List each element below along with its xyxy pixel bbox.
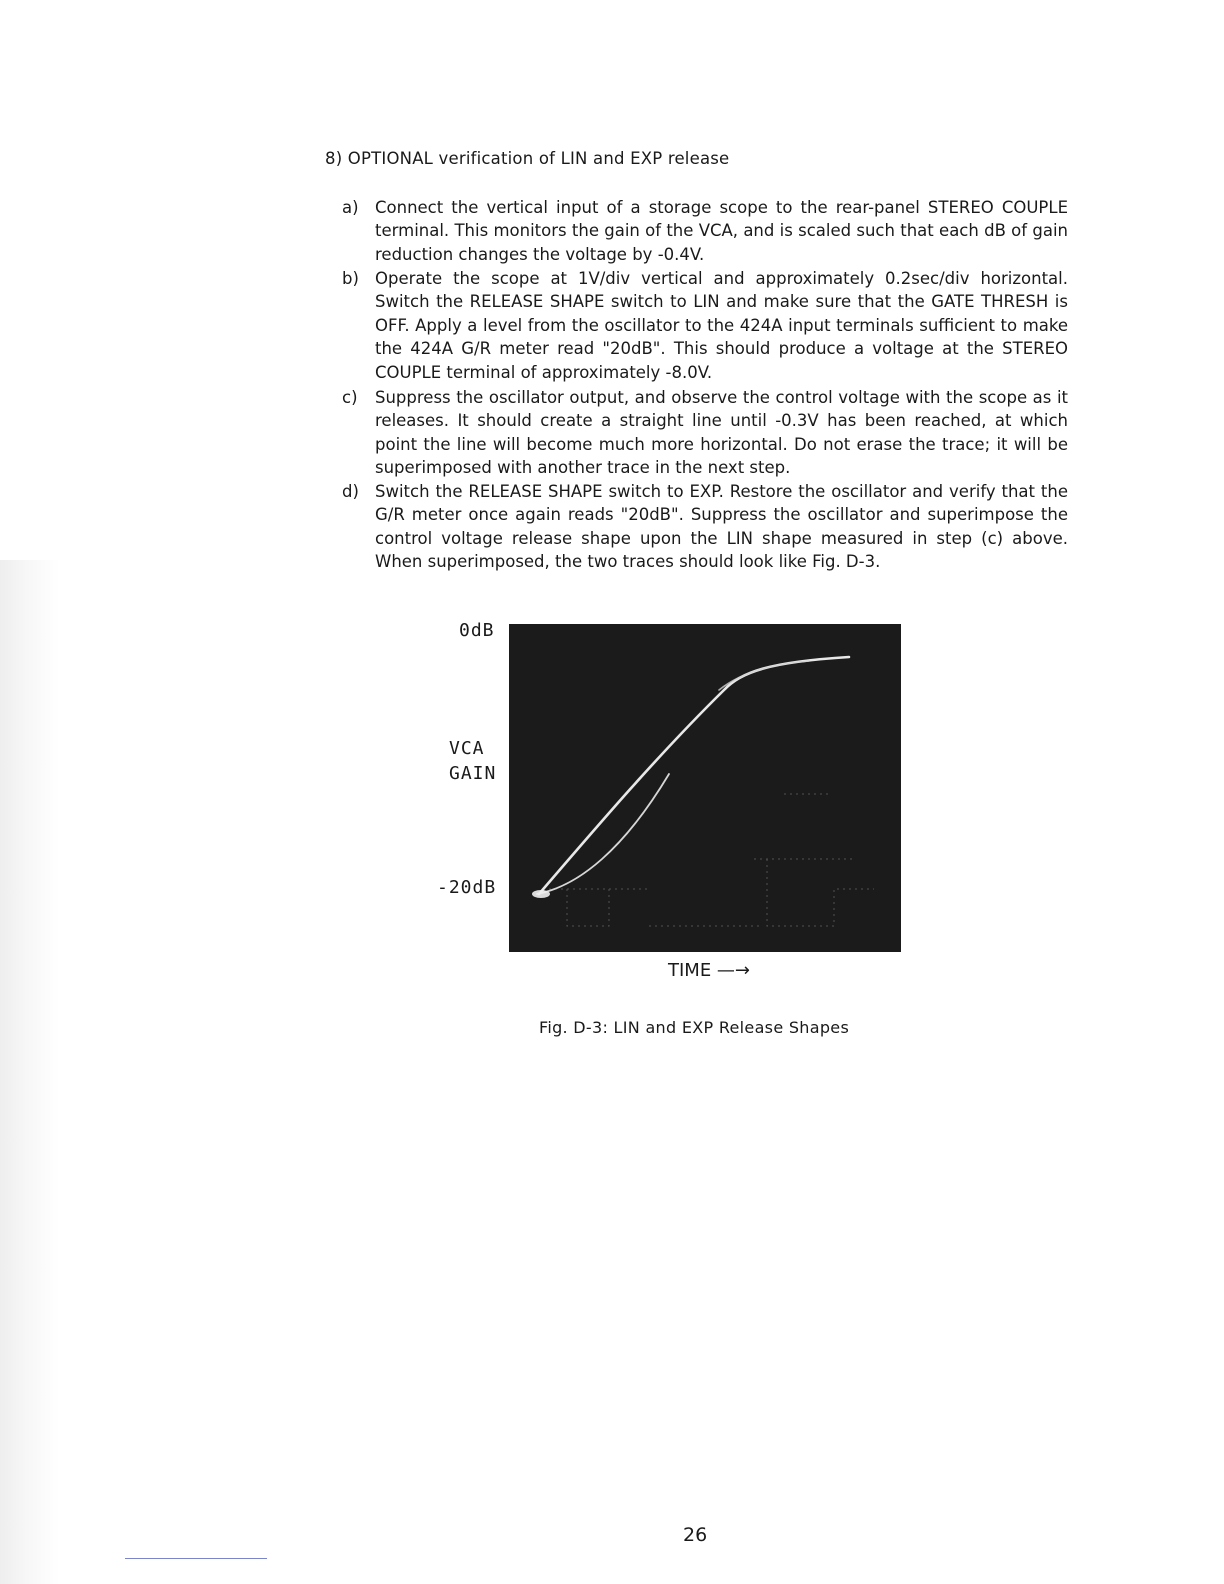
step-a [342, 196, 1068, 266]
step-marker: b) [342, 269, 359, 288]
section-heading: 8) OPTIONAL verification of LIN and EXP release [325, 149, 730, 168]
figure-caption: Fig. D-3: LIN and EXP Release Shapes [539, 1018, 850, 1037]
page-number: 26 [683, 1524, 708, 1546]
step-marker: d) [342, 482, 359, 501]
trace-origin-glow [532, 890, 550, 898]
exp-trace [537, 774, 669, 894]
step-b [342, 267, 1068, 384]
step-marker: a) [342, 198, 359, 217]
step-text: Suppress the oscillator output, and observe the control voltage with the scope as it releases. It should create a straight line until -0.3V has been reached, at which point the line will become much more horizontal. Do not erase the trace; it will be superimposed with another trace in the next step. [375, 388, 1068, 478]
artefact-box-right [767, 859, 874, 926]
y-top-label: 0dB [459, 620, 495, 641]
step-text: Operate the scope at 1V/div vertical and approximately 0.2sec/div horizontal. Switch the RELEASE SHAPE switch to LIN and make sure that the GATE THRESH is OFF. Apply a level from the oscillator to the 424A input terminals sufficient to make the 424A G/R meter read "20dB". This should produce a voltage at the STEREO COUPLE terminal of approximately -8.0V. [375, 269, 1068, 382]
x-axis-label: TIME —→ [668, 960, 751, 981]
y-axis-label-vca: VCA [449, 738, 485, 759]
lin-trace [539, 657, 849, 894]
artefact-box-left [567, 889, 609, 926]
step-marker: c) [342, 388, 358, 407]
y-bottom-label: -20dB [437, 877, 497, 898]
step-c [342, 386, 1068, 480]
scope-screen [509, 624, 901, 952]
scan-edge-shadow [0, 560, 60, 1584]
exp-trace-upper [719, 661, 809, 690]
step-text: Connect the vertical input of a storage scope to the rear-panel STEREO COUPLE terminal. This monitors the gain of the VCA, and is scaled such that each dB of gain reduction changes the voltage by -0.4V. [375, 198, 1068, 264]
step-text: Switch the RELEASE SHAPE switch to EXP. Restore the oscillator and verify that the G/R meter once again reads "20dB". Suppress the oscillator and superimpose the control voltage release shape upon the LIN shape measured in step (c) above. When superimposed, the two traces should look like Fig. D-3. [375, 482, 1068, 572]
graticule-artefacts [549, 794, 874, 926]
y-axis-label-gain: GAIN [449, 763, 497, 784]
footnote-rule [125, 1558, 267, 1559]
scope-traces [509, 624, 901, 952]
step-d [342, 480, 1068, 574]
